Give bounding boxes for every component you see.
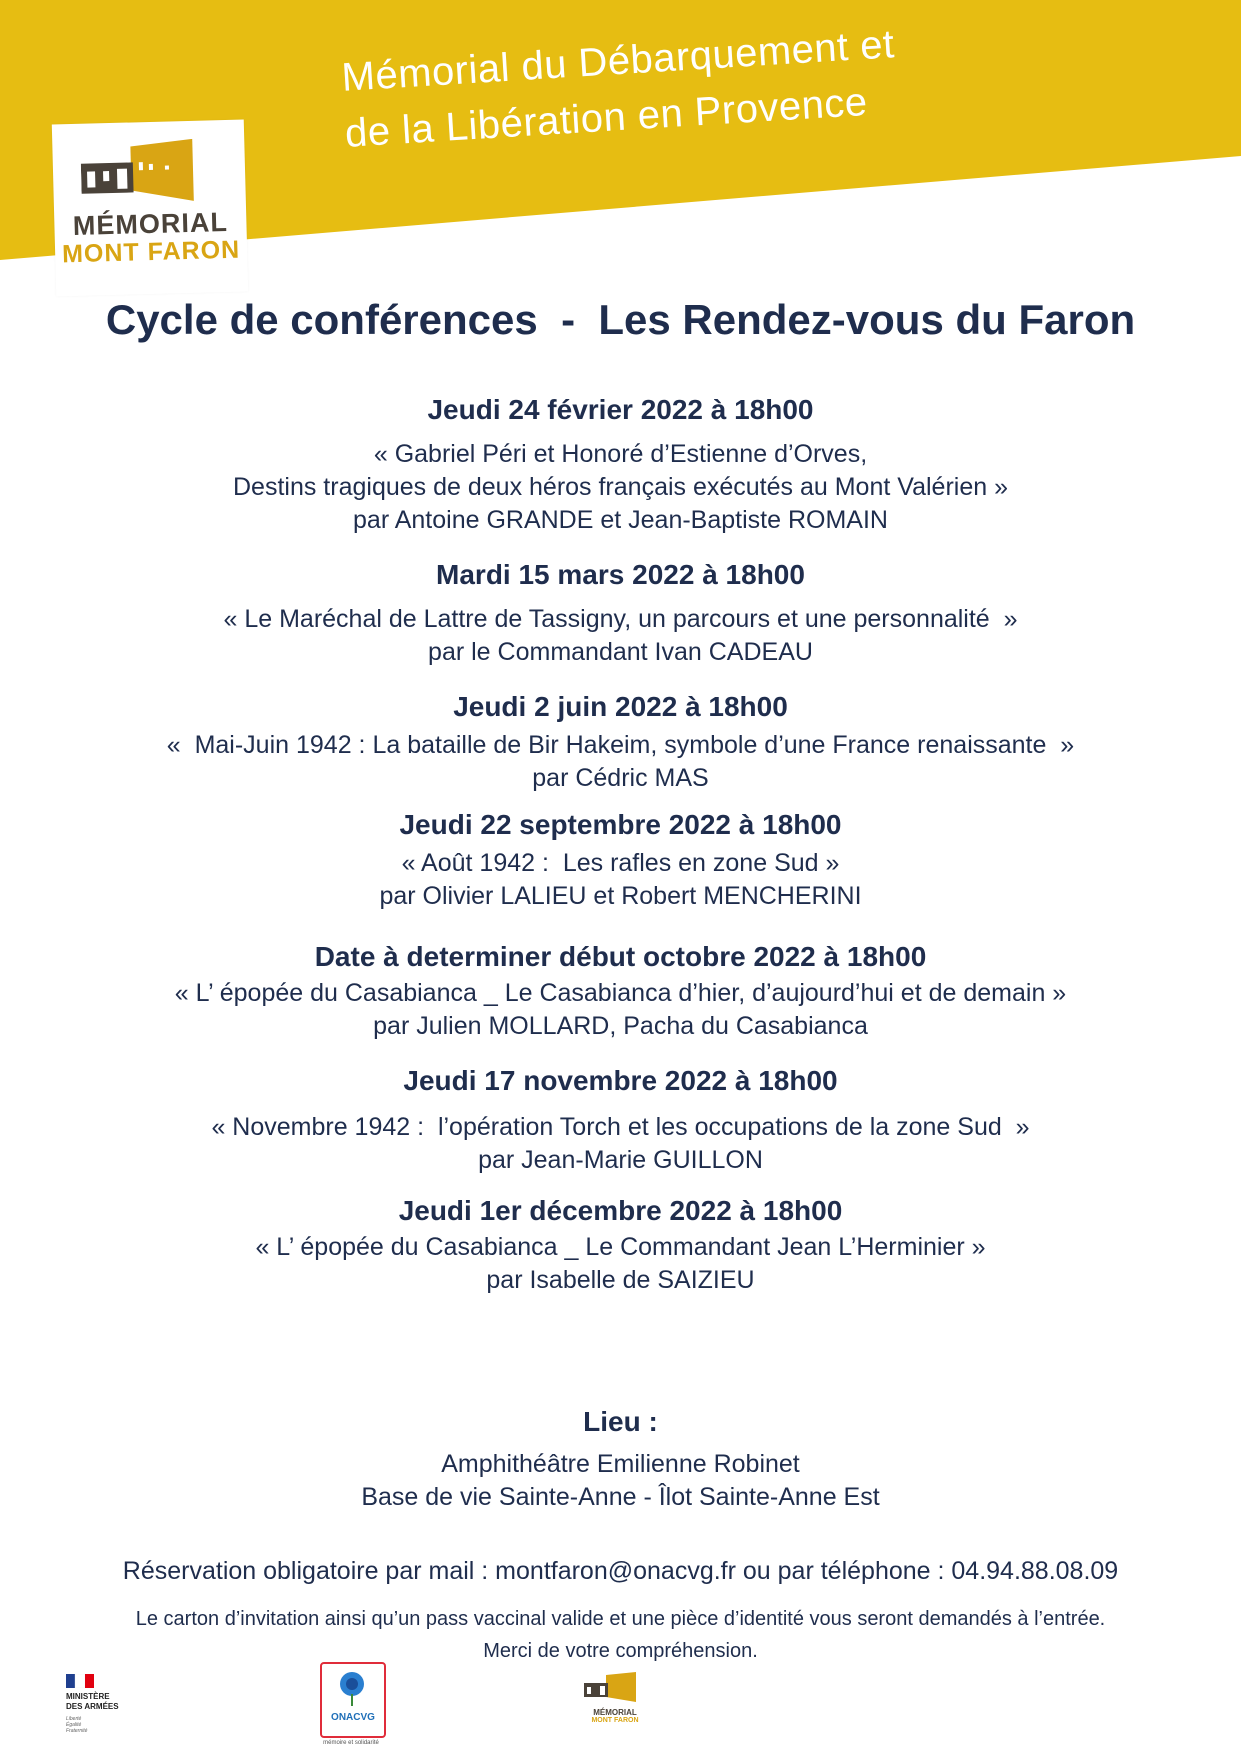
ministere-motto: Égalité	[66, 1722, 82, 1728]
event-author: par Olivier LALIEU et Robert MENCHERINI	[379, 882, 862, 910]
event-author: par Julien MOLLARD, Pacha du Casabianca	[373, 1012, 868, 1040]
event-title-line: « L’ épopée du Casabianca _ Le Casabianca d’hier, d’aujourd’hui et de demain »	[174, 979, 1067, 1007]
event-item	[0, 1191, 1241, 1297]
event-item	[0, 390, 1241, 537]
logo-text-memorial: MÉMORIAL	[72, 206, 229, 242]
banner-title-line1: Mémorial du Débarquement et	[340, 22, 896, 100]
logo-text-mont-faron: MONT FARON	[61, 235, 241, 269]
onacvg-name: ONACVG	[331, 1712, 375, 1723]
notice-block	[0, 1603, 1241, 1667]
notice-line: Merci de votre compréhension.	[483, 1640, 758, 1662]
event-author: par le Commandant Ivan CADEAU	[428, 638, 813, 666]
event-date: Jeudi 17 novembre 2022 à 18h00	[403, 1065, 838, 1096]
event-title-line: Destins tragiques de deux héros français exécutés au Mont Valérien »	[233, 473, 1008, 501]
marianne-flag-icon	[66, 1674, 94, 1688]
event-date: Jeudi 1er décembre 2022 à 18h00	[398, 1195, 843, 1226]
event-date: Mardi 15 mars 2022 à 18h00	[436, 559, 805, 590]
memorial-small-logo	[584, 1672, 646, 1728]
event-title-line: « Novembre 1942 : l’opération Torch et les occupations de la zone Sud »	[211, 1113, 1030, 1141]
banner-title-line2: de la Libération en Provence	[343, 79, 869, 156]
event-item	[0, 687, 1241, 795]
event-title-line: « Le Maréchal de Lattre de Tassigny, un parcours et une personnalité »	[223, 605, 1018, 633]
event-item	[0, 805, 1241, 913]
event-date: Jeudi 2 juin 2022 à 18h00	[453, 691, 788, 722]
page-title: Cycle de conférences - Les Rendez-vous du Faron	[105, 296, 1136, 343]
event-item	[0, 555, 1241, 669]
event-title-line: « Mai-Juin 1942 : La bataille de Bir Hakeim, symbole d’une France renaissante »	[166, 731, 1075, 759]
event-title-line: « Août 1942 : Les rafles en zone Sud »	[401, 849, 840, 877]
event-date: Jeudi 24 février 2022 à 18h00	[427, 394, 814, 425]
reservation-info: Réservation obligatoire par mail : montfaron@onacvg.fr ou par téléphone : 04.94.88.08.09	[122, 1557, 1119, 1585]
ministere-motto: Fraternité	[66, 1728, 88, 1734]
venue-line: Base de vie Sainte-Anne - Îlot Sainte-Anne Est	[361, 1483, 880, 1511]
event-item	[0, 937, 1241, 1043]
ministere-line1: MINISTÈRE	[66, 1692, 110, 1701]
event-author: par Antoine GRANDE et Jean-Baptiste ROMAIN	[353, 506, 888, 534]
event-title-line: « L’ épopée du Casabianca _ Le Commandant Jean L’Herminier »	[255, 1233, 986, 1261]
ministere-motto: Liberté	[66, 1716, 82, 1722]
event-item	[0, 1061, 1241, 1177]
venue-block	[0, 1402, 1241, 1514]
memorial-logo	[52, 120, 248, 297]
memorial-building-icon	[584, 1672, 646, 1706]
memorial-small-line2: MONT FARON	[591, 1717, 639, 1724]
events-list	[0, 390, 1241, 1297]
venue-line: Amphithéâtre Emilienne Robinet	[441, 1450, 800, 1478]
event-author: par Cédric MAS	[532, 764, 709, 792]
ministere-armees-logo	[62, 1668, 152, 1738]
notice-line: Le carton d’invitation ainsi qu’un pass vaccinal valide et une pièce d’identité vous seront demandés à l’entrée.	[135, 1608, 1106, 1630]
memorial-small-line1: MÉMORIAL	[593, 1708, 637, 1717]
event-title-line: « Gabriel Péri et Honoré d’Estienne d’Orves,	[373, 440, 868, 468]
onacvg-tagline: mémoire et solidarité	[323, 1740, 379, 1746]
ministere-line2: DES ARMÉES	[66, 1702, 119, 1711]
memorial-building-icon	[80, 138, 218, 212]
cornflower-icon	[336, 1670, 368, 1706]
onacvg-logo	[312, 1660, 390, 1755]
venue-label: Lieu :	[583, 1406, 658, 1437]
event-author: par Jean-Marie GUILLON	[478, 1146, 763, 1174]
event-date: Jeudi 22 septembre 2022 à 18h00	[399, 809, 842, 840]
event-date: Date à determiner début octobre 2022 à 18h00	[314, 941, 927, 972]
event-author: par Isabelle de SAIZIEU	[486, 1266, 755, 1294]
